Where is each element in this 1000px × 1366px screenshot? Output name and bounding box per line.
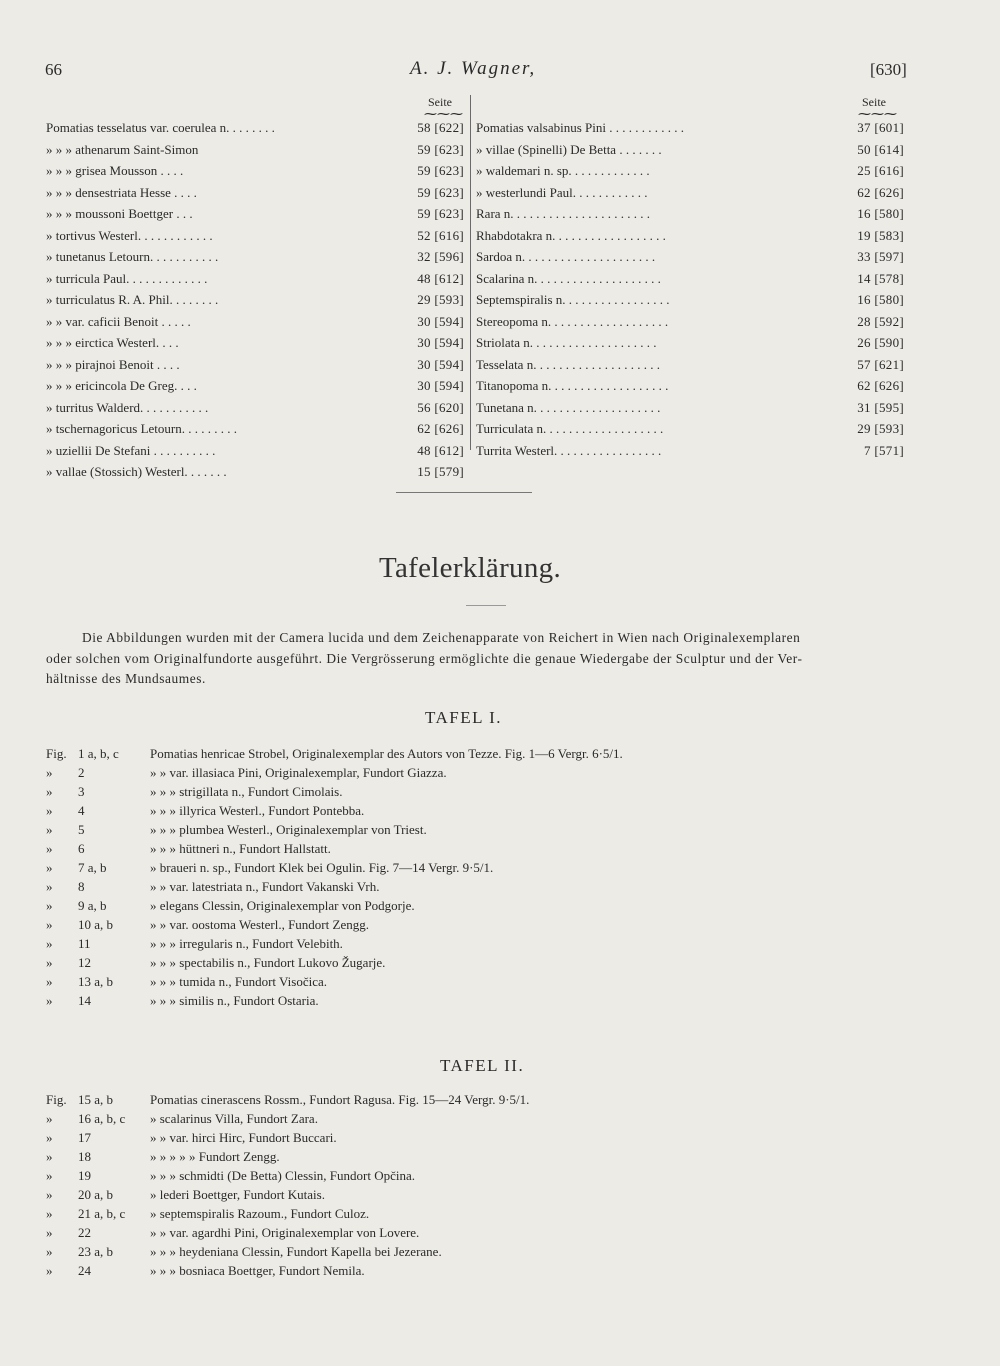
index-entry-page-ref: 33 [597] [857,249,904,264]
figure-label: » [46,917,53,932]
index-entry-page-ref: 50 [614] [857,141,904,157]
index-entry-name: » » » athenarum Saint-Simon [46,141,199,157]
index-right-entry [476,203,904,225]
figure-row [46,1204,846,1223]
index-left-entry [46,182,464,204]
figure-description: » » » strigillata n., Fundort Cimolais. [150,784,343,799]
figure-description: » » » illyrica Westerl., Fundort Pontebba. [150,803,365,818]
index-entry-name: » westerlundi Paul. . . . . . . . . . . . [476,184,648,200]
index-entry-page-ref: 62 [626] [417,421,464,436]
index-left-entry [46,117,464,139]
index-left-entry [46,332,464,354]
figure-label: » [46,822,53,837]
figure-number: 3 [78,784,85,799]
figure-label: » [46,1206,53,1221]
title-ornament-rule [466,605,506,606]
index-entry-name: » waldemari n. sp. . . . . . . . . . . . . [476,163,650,178]
figure-label: » [46,1130,53,1145]
index-entry-name: Rhabdotakra n. . . . . . . . . . . . . . . . . . [476,227,666,243]
figure-row [46,763,846,782]
index-right-entry [476,225,904,247]
index-entry-page-ref: 30 [594] [417,378,464,393]
index-entry-name: Rara n. . . . . . . . . . . . . . . . . . . . . . [476,206,651,221]
figure-row [46,1128,846,1147]
figure-description: » scalarinus Villa, Fundort Zara. [150,1111,318,1126]
index-entry-name: » villae (Spinelli) De Betta . . . . . . . [476,141,662,157]
index-right-entry [476,139,904,161]
tafelerklarung-title: Tafelerklärung. [379,552,562,584]
figure-number: 13 a, b [78,974,114,989]
index-entry-page-ref: 62 [626] [857,184,904,200]
index-right-entry [476,246,904,268]
figure-row [46,972,846,991]
index-entry-page-ref: 31 [595] [857,399,904,415]
figure-label: » [46,1244,53,1259]
figure-number: 16 a, b, c [78,1111,126,1126]
intro-line-1: Die Abbildungen wurden mit der Camera lucida und dem Zeichenapparate von Reichert in Wien nach Originalexemplaren [82,630,801,645]
figure-description: » elegans Clessin, Originalexemplar von Podgorje. [150,898,415,913]
index-left-entry [46,289,464,311]
figure-row [46,1261,846,1280]
tafel-1-figure-list [46,744,846,1010]
index-entry-name: Sardoa n. . . . . . . . . . . . . . . . . . . . . [476,249,656,264]
figure-label: » [46,765,53,780]
running-head-bracket-page: [630] [870,60,907,79]
index-entry-name: Stereopoma n. . . . . . . . . . . . . . . . . . . [476,313,669,329]
figure-row [46,877,846,896]
index-entry-page-ref: 52 [616] [417,227,464,243]
index-entry-page-ref: 30 [594] [417,356,464,372]
figure-number: 4 [78,803,85,818]
index-right-entry [476,160,904,182]
figure-label: » [46,936,53,951]
intro-paragraph [46,628,803,690]
index-left-entry [46,397,464,419]
figure-number: 5 [78,822,85,837]
figure-number: 19 [78,1168,91,1183]
index-entry-name: » tunetanus Letourn. . . . . . . . . . . [46,249,219,264]
index-left-entry [46,440,464,462]
figure-label: Fig. [46,746,67,761]
figure-number: 22 [78,1225,91,1240]
figure-row [46,858,846,877]
figure-row [46,839,846,858]
index-entry-name: » tschernagoricus Letourn. . . . . . . . . [46,421,237,436]
index-entry-page-ref: 29 [593] [857,421,904,436]
index-entry-name: » » » densestriata Hesse . . . . [46,184,197,200]
figure-label: » [46,784,53,799]
figure-label: » [46,841,53,856]
index-entry-name: » turriculatus R. A. Phil. . . . . . . . [46,292,219,307]
seite-label-left: Seite [428,95,452,109]
index-right-entry [476,397,904,419]
figure-description: » » » heydeniana Clessin, Fundort Kapella bei Jezerane. [150,1244,442,1259]
index-entry-page-ref: 37 [601] [857,120,904,135]
index-left-entry [46,246,464,268]
figure-row [46,896,846,915]
figure-number: 15 a, b [78,1092,114,1107]
index-entry-page-ref: 7 [571] [863,442,904,458]
index-entry-name: » » » pirajnoi Benoit . . . . [46,356,180,372]
index-left-column [46,117,464,483]
index-entry-name: Pomatias tesselatus var. coerulea n. . . . . . . . [46,120,275,135]
figure-description: » » var. illasiaca Pini, Originalexemplar, Fundort Giazza. [150,765,447,780]
index-right-entry [476,418,904,440]
figure-number: 24 [78,1263,91,1278]
figure-row [46,1185,846,1204]
index-entry-name: Pomatias valsabinus Pini . . . . . . . . . . . . [476,120,684,135]
index-left-entry [46,311,464,333]
index-entry-page-ref: 59 [623] [417,141,464,157]
index-left-entry [46,375,464,397]
index-entry-page-ref: 56 [620] [417,399,464,415]
index-entry-page-ref: 28 [592] [857,313,904,329]
index-right-entry [476,354,904,376]
intro-line-2: oder solchen vom Originalfundorte ausgeführt. Die Vergrösserung ermöglichte die genaue Wiedergabe der Sculptur und der Ver- [46,650,803,666]
figure-number: 8 [78,879,85,894]
figure-description: » » » irregularis n., Fundort Velebith. [150,936,343,951]
tafel-1-heading: TAFEL I. [425,708,503,727]
figure-description: Pomatias cinerascens Rossm., Fundort Ragusa. Fig. 15—24 Vergr. 9·5/1. [150,1092,530,1107]
index-right-column [476,117,904,461]
figure-number: 10 a, b [78,917,114,932]
index-right-entry [476,311,904,333]
figure-label: » [46,860,53,875]
index-entry-name: » » » eirctica Westerl. . . . [46,335,179,350]
index-column-divider [470,95,471,450]
index-right-entry [476,268,904,290]
figure-description: » » » spectabilis n., Fundort Lukovo Žugarje. [150,955,386,970]
figure-row [46,953,846,972]
tafel-2-heading: TAFEL II. [440,1056,525,1075]
index-entry-name: » vallae (Stossich) Westerl. . . . . . . [46,464,227,479]
figure-number: 2 [78,765,85,780]
figure-row [46,801,846,820]
index-entry-name: » turricula Paul. . . . . . . . . . . . . [46,270,208,286]
index-entry-page-ref: 14 [578] [857,270,904,286]
figure-row [46,820,846,839]
figure-number: 20 a, b [78,1187,114,1202]
figure-description: » » » similis n., Fundort Ostaria. [150,993,319,1008]
index-entry-page-ref: 62 [626] [857,378,904,393]
figure-row [46,782,846,801]
index-entry-page-ref: 57 [621] [857,356,904,372]
figure-number: 23 a, b [78,1244,114,1259]
index-entry-name: » » » ericincola De Greg. . . . [46,378,197,393]
index-entry-page-ref: 59 [623] [417,163,464,178]
figure-description: » » » bosniaca Boettger, Fundort Nemila. [150,1263,365,1278]
figure-description: » » » » » Fundort Zengg. [150,1149,280,1164]
figure-description: » » » plumbea Westerl., Originalexemplar von Triest. [150,822,427,837]
figure-label: » [46,1149,53,1164]
figure-description: » » var. hirci Hirc, Fundort Buccari. [150,1130,337,1145]
figure-description: » » var. oostoma Westerl., Fundort Zengg. [150,917,369,932]
index-entry-page-ref: 58 [622] [417,120,464,135]
figure-number: 17 [78,1130,91,1145]
figure-row [46,915,846,934]
figure-label: » [46,803,53,818]
figure-label: » [46,1263,53,1278]
figure-label: » [46,1111,53,1126]
figure-description: » » var. agardhi Pini, Originalexemplar von Lovere. [150,1225,420,1240]
index-left-entry [46,461,464,483]
figure-row [46,934,846,953]
figure-label: Fig. [46,1092,67,1107]
figure-description: » » » tumida n., Fundort Visočica. [150,974,327,989]
figure-label: » [46,1225,53,1240]
figure-row [46,991,846,1010]
figure-number: 14 [78,993,91,1008]
figure-number: 18 [78,1149,91,1164]
figure-description: » » » hüttneri n., Fundort Hallstatt. [150,841,331,856]
index-left-entry [46,203,464,225]
index-entry-page-ref: 48 [612] [417,442,464,458]
intro-line-3: hältnisse des Mundsaumes. [46,671,206,686]
index-left-entry [46,160,464,182]
index-entry-name: » turritus Walderd. . . . . . . . . . . [46,399,209,415]
figure-label: » [46,993,53,1008]
figure-description: » lederi Boettger, Fundort Kutais. [150,1187,325,1202]
figure-description: » braueri n. sp., Fundort Klek bei Ogulin. Fig. 7—14 Vergr. 9·5/1. [150,860,494,875]
figure-row [46,744,846,763]
figure-number: 21 a, b, c [78,1206,126,1221]
seite-ornament-left: ⁓⁓⁓ [424,106,463,121]
index-entry-name: Septemspiralis n. . . . . . . . . . . . . . . . . [476,292,670,307]
figure-label: » [46,974,53,989]
figure-row [46,1109,846,1128]
tafel-2-figure-list [46,1090,846,1280]
running-head-author: A. J. Wagner, [410,58,537,79]
index-left-entry [46,418,464,440]
index-entry-page-ref: 16 [580] [857,206,904,221]
seite-ornament-right: ⁓⁓⁓ [858,106,897,121]
index-entry-name: Tunetana n. . . . . . . . . . . . . . . . . . . . [476,399,661,415]
index-entry-name: » » var. caficii Benoit . . . . . [46,313,191,329]
index-right-entry [476,289,904,311]
index-entry-page-ref: 48 [612] [417,270,464,286]
index-entry-page-ref: 59 [623] [417,206,464,221]
index-right-entry [476,440,904,462]
figure-label: » [46,1187,53,1202]
index-entry-page-ref: 30 [594] [417,313,464,329]
figure-label: » [46,879,53,894]
figure-number: 1 a, b, c [78,746,119,761]
index-entry-page-ref: 15 [579] [417,464,464,479]
figure-row [46,1223,846,1242]
figure-number: 6 [78,841,85,856]
page-number: 66 [45,60,62,79]
figure-row [46,1090,846,1109]
figure-number: 11 [78,936,91,951]
index-entry-page-ref: 32 [596] [417,249,464,264]
index-left-entry [46,139,464,161]
figure-label: » [46,1168,53,1183]
figure-row [46,1147,846,1166]
index-entry-page-ref: 59 [623] [417,184,464,200]
index-entry-name: Striolata n. . . . . . . . . . . . . . . . . . . . [476,335,657,350]
figure-row [46,1242,846,1261]
index-entry-name: Turrita Westerl. . . . . . . . . . . . . . . . . [476,442,662,458]
figure-number: 7 a, b [78,860,107,875]
index-entry-page-ref: 25 [616] [857,163,904,178]
index-entry-page-ref: 29 [593] [417,292,464,307]
index-entry-name: Tesselata n. . . . . . . . . . . . . . . . . . . . [476,356,660,372]
figure-description: » » » schmidti (De Betta) Clessin, Fundort Opčina. [150,1168,416,1183]
index-entry-name: » » » grisea Mousson . . . . [46,163,184,178]
figure-label: » [46,898,53,913]
index-entry-name: » uziellii De Stefani . . . . . . . . . . [46,442,216,458]
index-left-entry [46,225,464,247]
index-entry-name: » tortivus Westerl. . . . . . . . . . . . [46,227,213,243]
index-entry-name: Titanopoma n. . . . . . . . . . . . . . . . . . . [476,378,669,393]
section-separator-rule [396,492,532,493]
index-entry-page-ref: 26 [590] [857,335,904,350]
figure-description: Pomatias henricae Strobel, Originalexemplar des Autors von Tezze. Fig. 1—6 Vergr. 6·5/1. [150,746,623,761]
figure-description: » » var. latestriata n., Fundort Vakanski Vrh. [150,879,380,894]
index-entry-page-ref: 19 [583] [857,227,904,243]
index-entry-page-ref: 30 [594] [417,335,464,350]
figure-label: » [46,955,53,970]
index-entry-name: Turriculata n. . . . . . . . . . . . . . . . . . . [476,421,664,436]
figure-number: 9 a, b [78,898,107,913]
figure-number: 12 [78,955,91,970]
index-entry-name: » » » moussoni Boettger . . . [46,206,193,221]
index-right-entry [476,332,904,354]
index-entry-name: Scalarina n. . . . . . . . . . . . . . . . . . . . [476,270,661,286]
index-right-entry [476,182,904,204]
figure-description: » septemspiralis Razoum., Fundort Culoz. [150,1206,370,1221]
index-left-entry [46,268,464,290]
figure-row [46,1166,846,1185]
index-entry-page-ref: 16 [580] [857,292,904,307]
index-right-entry [476,117,904,139]
index-left-entry [46,354,464,376]
index-right-entry [476,375,904,397]
seite-label-right: Seite [862,95,886,109]
